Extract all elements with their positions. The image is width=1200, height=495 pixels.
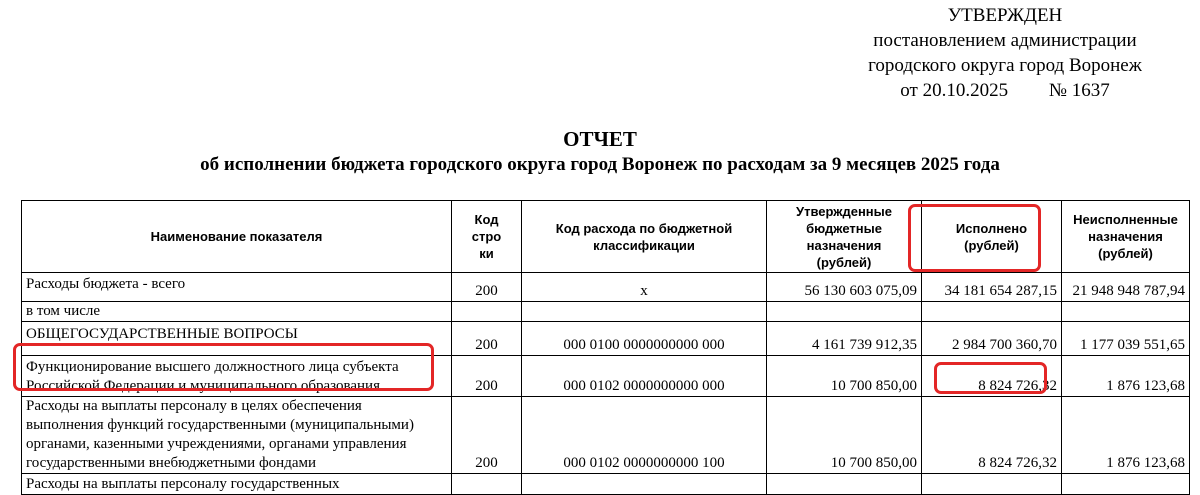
header-unexecuted: Неисполненные назначения (рублей) (1062, 201, 1190, 273)
cell-name: Расходы на выплаты персоналу государственных (22, 474, 452, 495)
cell-name: Функционирование высшего должностного лица субъекта Российской Федерации и муниципального образования (22, 356, 452, 397)
cell-executed: 8 824 726,32 (922, 356, 1062, 397)
cell-code: 000 0100 0000000000 000 (522, 322, 767, 356)
cell-name: Расходы бюджета - всего (22, 273, 452, 302)
cell-unexecuted (1062, 474, 1190, 495)
cell-approved: 10 700 850,00 (767, 397, 922, 474)
header-executed: Исполнено (рублей) (922, 201, 1062, 273)
cell-line: 200 (452, 273, 522, 302)
approval-line-2: постановлением администрации (873, 30, 1137, 51)
cell-approved: 4 161 739 912,35 (767, 322, 922, 356)
cell-name: в том числе (22, 302, 452, 322)
cell-approved (767, 474, 922, 495)
table-row-personnel-payments (22, 397, 1190, 474)
cell-approved: 56 130 603 075,09 (767, 273, 922, 302)
cell-executed: 34 181 654 287,15 (922, 273, 1062, 302)
cell-line: 200 (452, 356, 522, 397)
table-row-including (22, 302, 1190, 322)
cell-executed (922, 474, 1062, 495)
cell-unexecuted (1062, 302, 1190, 322)
cell-line (452, 302, 522, 322)
cell-code (522, 302, 767, 322)
cell-unexecuted: 1 177 039 551,65 (1062, 322, 1190, 356)
header-approved: Утвержденные бюджетные назначения (рублей) (767, 201, 922, 273)
cell-executed: 8 824 726,32 (922, 397, 1062, 474)
report-title: ОТЧЕТ (563, 127, 637, 151)
cell-code: 000 0102 0000000000 000 (522, 356, 767, 397)
approval-date: от 20.10.2025 (900, 80, 1009, 101)
cell-code: 000 0102 0000000000 100 (522, 397, 767, 474)
table-row-total (22, 273, 1190, 302)
table-row-head-official (22, 356, 1190, 397)
approval-line-3: городского округа город Воронеж (868, 55, 1142, 76)
header-name: Наименование показателя (22, 201, 452, 273)
cell-line: 200 (452, 322, 522, 356)
cell-unexecuted: 21 948 948 787,94 (1062, 273, 1190, 302)
table-row-general-issues (22, 322, 1190, 356)
report-subtitle: об исполнении бюджета городского округа город Воронеж по расходам за 9 месяцев 2025 года (200, 154, 1000, 175)
cell-unexecuted: 1 876 123,68 (1062, 356, 1190, 397)
approval-date-line (840, 78, 1170, 103)
cell-unexecuted: 1 876 123,68 (1062, 397, 1190, 474)
header-classification-code: Код расхода по бюджетной классификации (522, 201, 767, 273)
budget-execution-table (21, 200, 1190, 495)
cell-approved: 10 700 850,00 (767, 356, 922, 397)
approval-heading: УТВЕРЖДЕН (947, 5, 1063, 26)
cell-code (522, 474, 767, 495)
approval-number: № 1637 (1048, 80, 1110, 101)
approval-stamp (840, 3, 1170, 103)
cell-approved (767, 302, 922, 322)
cell-line: 200 (452, 397, 522, 474)
cell-code: x (522, 273, 767, 302)
table-row-cut-off (22, 474, 1190, 495)
cell-line (452, 474, 522, 495)
cell-executed (922, 302, 1062, 322)
cell-name: Расходы на выплаты персоналу в целях обеспечения выполнения функций государственными (муниципальными) органами, казенными учреждениями, органами управления государственными внебюджетными фондами (22, 397, 452, 474)
cell-executed: 2 984 700 360,70 (922, 322, 1062, 356)
cell-name: ОБЩЕГОСУДАРСТВЕННЫЕ ВОПРОСЫ (22, 322, 452, 356)
header-line-code: Код стро ки (452, 201, 522, 273)
table-header-row (22, 201, 1190, 273)
